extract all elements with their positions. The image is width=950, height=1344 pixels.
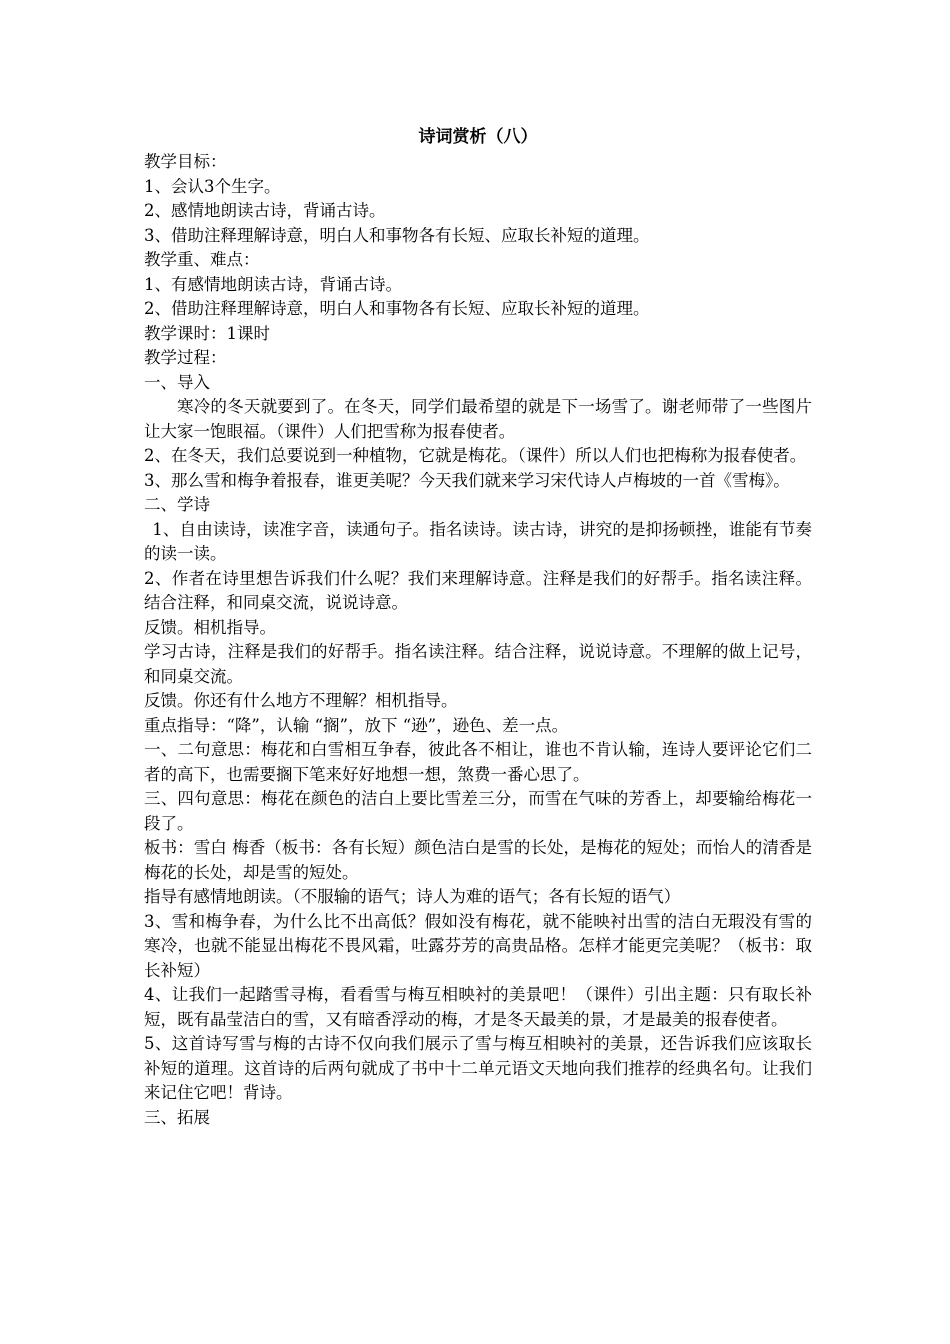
document-page [144,124,812,1130]
paragraph: 反馈。相机指导。 [144,617,276,637]
paragraph: 学习古诗，注释是我们的好帮手。指名读注释。结合注释，说说诗意。不理解的做上记号，和同桌交流。 [144,642,812,686]
paragraph: 1、有感情地朗读古诗，背诵古诗。 [144,274,402,294]
paragraph: 4、让我们一起踏雪寻梅，看看雪与梅互相映衬的美景吧！（课件）引出主题：只有取长补短，既有晶莹洁白的雪，又有暗香浮动的梅，才是冬天最美的景，才是最美的报春使者。 [144,985,812,1029]
paragraph: 教学过程： [144,348,227,367]
paragraph: 指导有感情地朗读。（不服输的语气；诗人为难的语气；各有长短的语气） [144,887,681,906]
document-title: 诗词赏析（八） [418,127,538,147]
paragraph: 2、在冬天，我们总要说到一种植物，它就是梅花。（课件）所以人们也把梅称为报春使者。 [144,446,807,465]
paragraph: 一、导入 [144,372,210,392]
paragraph: 二、学诗 [144,495,210,514]
paragraph: 3、那么雪和梅争着报春，谁更美呢？今天我们就来学习宋代诗人卢梅坡的一首《雪梅》。 [144,470,790,490]
paragraph: 1、会认3个生字。 [144,176,281,196]
paragraph: 板书：雪白 梅香（板书：各有长短）颜色洁白是雪的长处，是梅花的短处；而怡人的清香是梅花的长处，却是雪的短处。 [144,838,812,882]
document-body [144,150,812,1130]
paragraph: 教学目标： [144,152,227,171]
paragraph: 三、四句意思：梅花在颜色的洁白上要比雪差三分，而雪在气味的芳香上，却要输给梅花一段了。 [144,789,812,833]
paragraph: 2、借助注释理解诗意，明白人和事物各有长短、应取长补短的道理。 [144,299,650,318]
paragraph: 重点指导：“降”，认输 “搁”，放下 “逊”，逊色、差一点。 [144,715,569,735]
paragraph: 3、雪和梅争春，为什么比不出高低？假如没有梅花，就不能映衬出雪的洁白无瑕没有雪的寒冷，也就不能显出梅花不畏风霜，吐露芬芳的高贵品格。怎样才能更完美呢？（板书：取长补短） [144,911,812,980]
paragraph: 1、自由读诗，读准字音，读通句子。指名读诗。读古诗，讲究的是抑扬顿挫，谁能有节奏的读一读。 [144,519,812,563]
paragraph: 教学课时：1课时 [144,323,270,343]
paragraph: 三、拓展 [144,1107,210,1127]
paragraph: 5、这首诗写雪与梅的古诗不仅向我们展示了雪与梅互相映衬的美景，还告诉我们应该取长补短的道理。这首诗的后两句就成了书中十二单元语文天地向我们推荐的经典名句。让我们来记住它吧！背诗。 [144,1034,812,1102]
paragraph: 教学重、难点： [144,250,260,269]
paragraph: 2、作者在诗里想告诉我们什么呢？我们来理解诗意。注释是我们的好帮手。指名读注释。结合注释，和同桌交流，说说诗意。 [144,568,812,612]
paragraph: 3、借助注释理解诗意，明白人和事物各有长短、应取长补短的道理。 [144,225,650,245]
paragraph: 反馈。你还有什么地方不理解？相机指导。 [144,691,458,710]
paragraph: 2、感情地朗读古诗，背诵古诗。 [144,201,386,220]
paragraph: 一、二句意思：梅花和白雪相互争春，彼此各不相让，谁也不肯认输，连诗人要评论它们二者的高下，也需要搁下笔来好好地想一想，煞费一番心思了。 [144,740,812,784]
paragraph: 寒冷的冬天就要到了。在冬天，同学们最希望的就是下一场雪了。谢老师带了一些图片让大家一饱眼福。（课件）人们把雪称为报春使者。 [144,397,812,441]
